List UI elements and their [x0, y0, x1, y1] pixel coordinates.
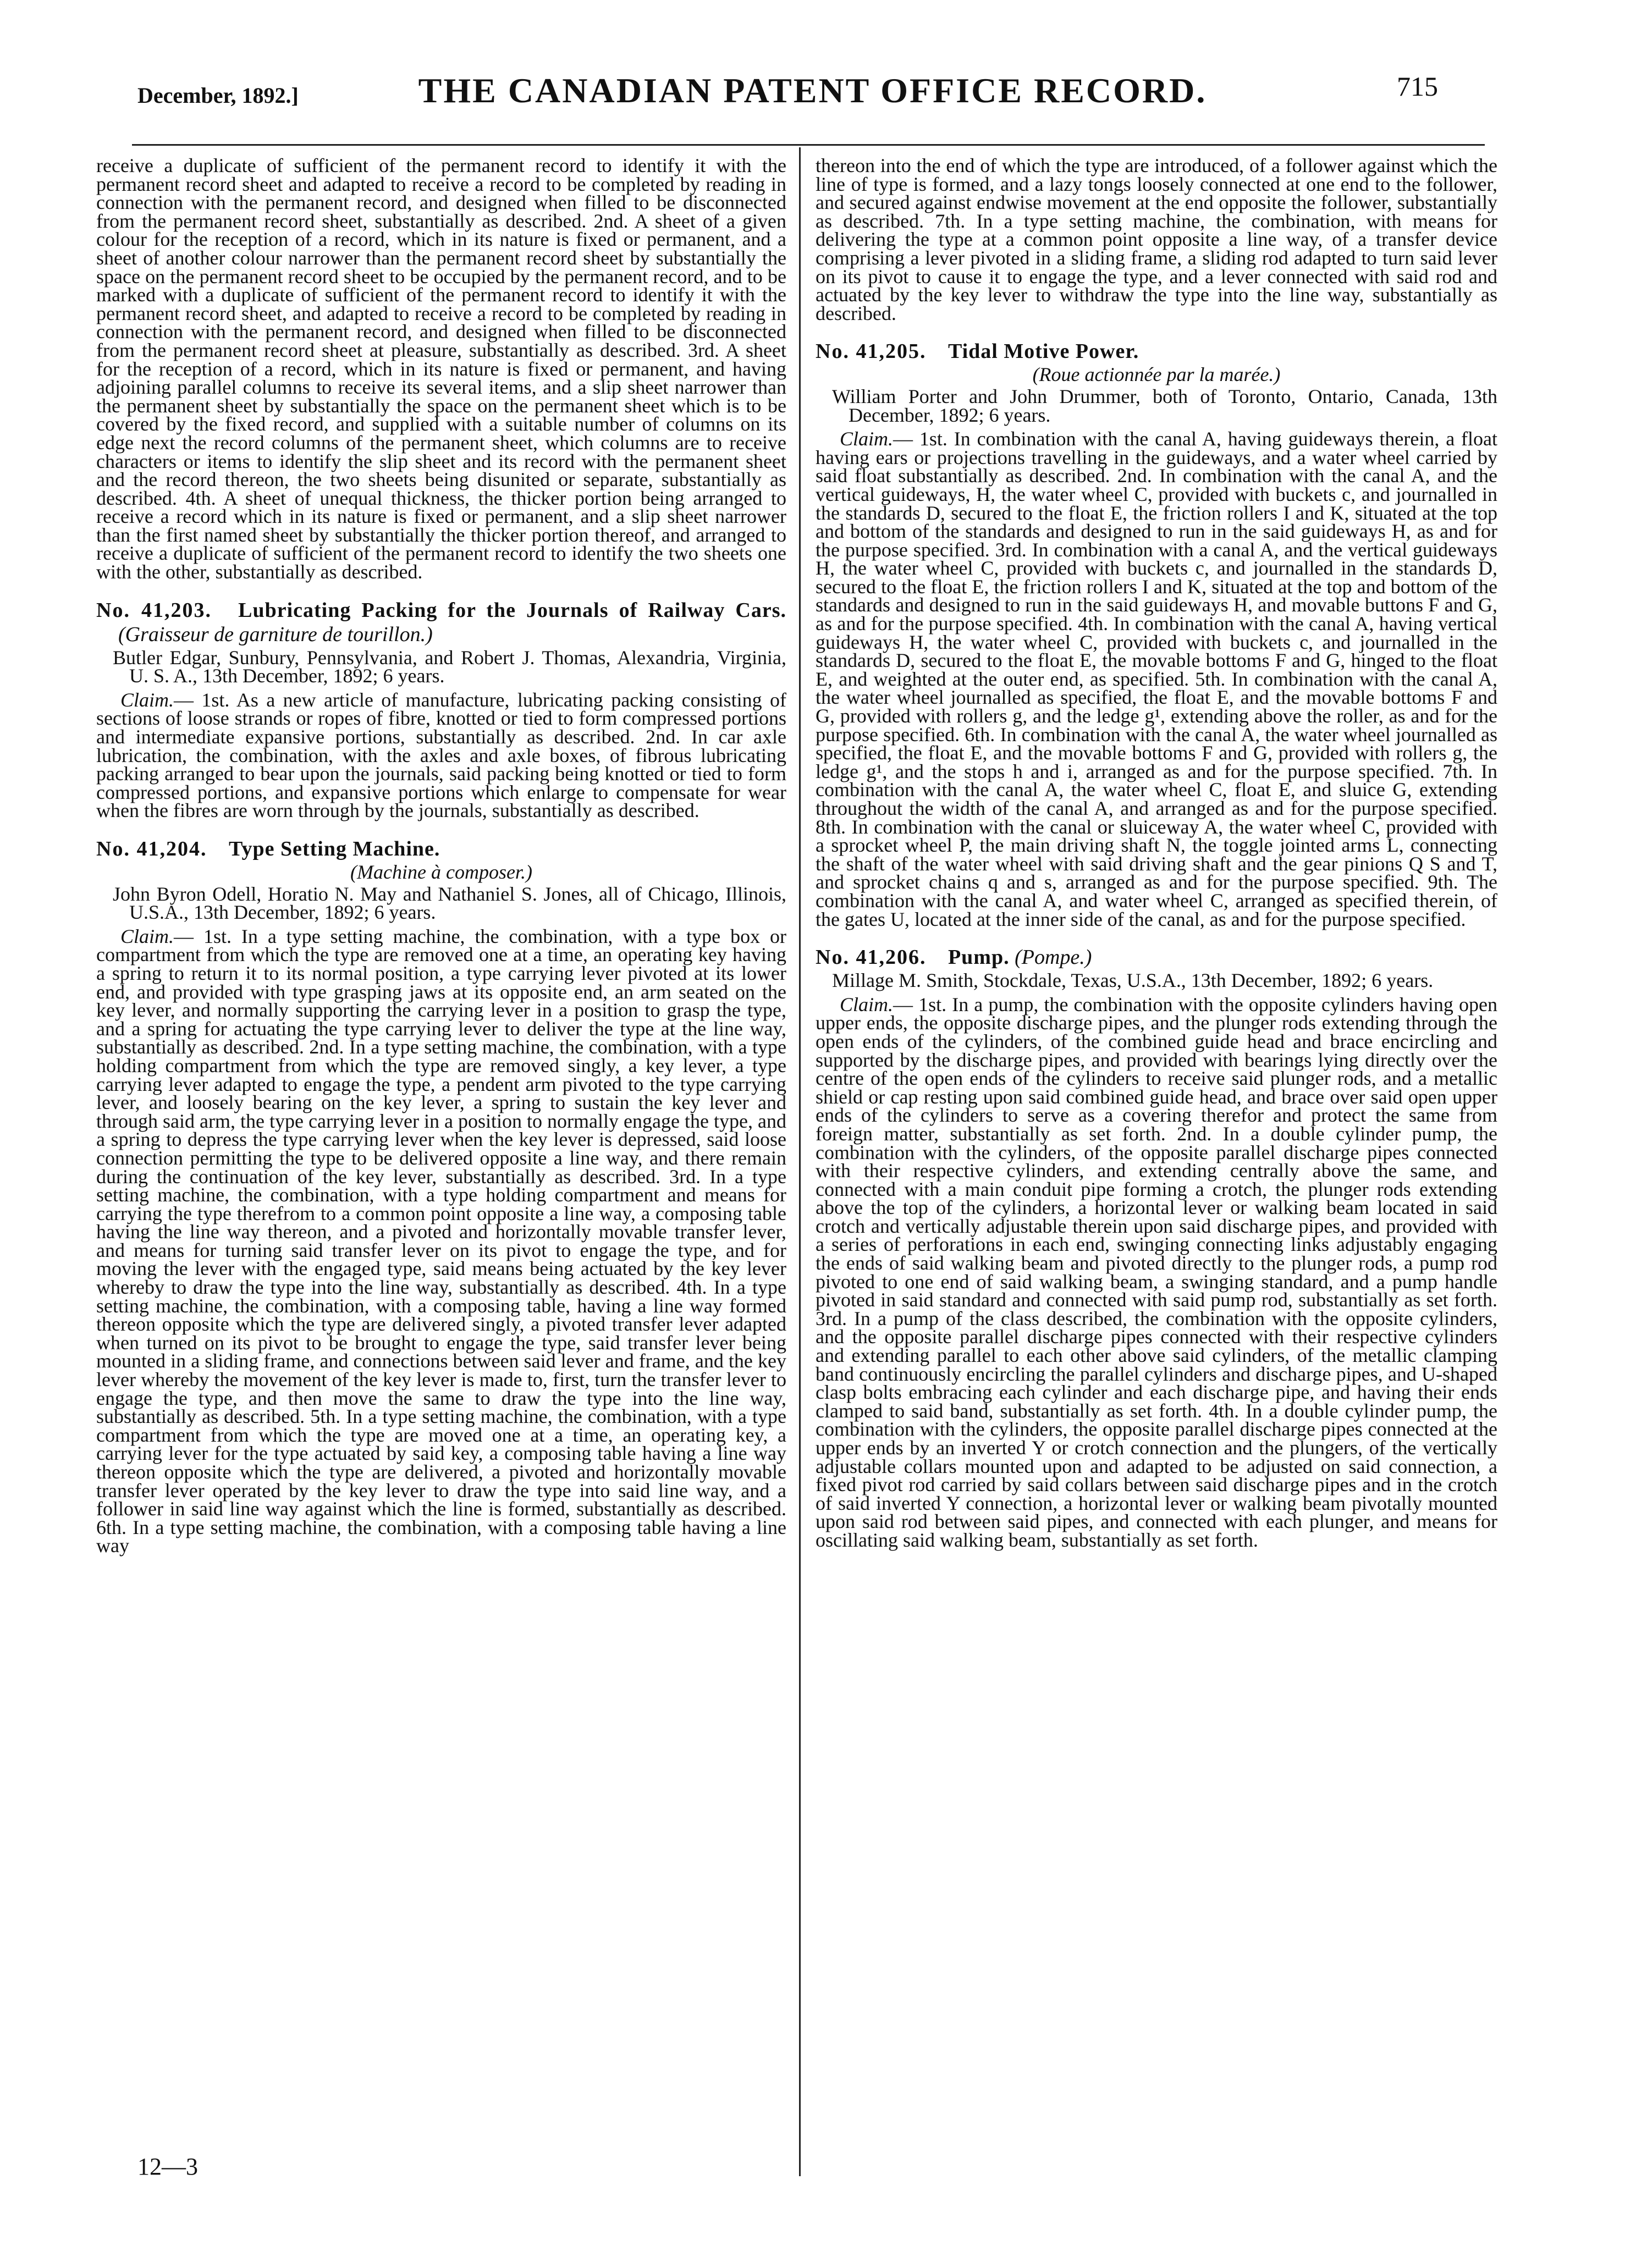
continued-claim-text: thereon into the end of which the type are introduced, of a follower against which the line of type is formed, and a lazy tongs loosely connected at one end to the follower, and secured against endwise movement at the end opposite the follower, substantially as described. 7th. In a type setting machine, the combination, with means for delivering the type at a common point opposite a line way, of a transfer device comprising a lever pivoted in a sliding frame, a sliding rod adapted to turn said lever on its pivot to cause it to engage the type, and a lever connected with said rod and actuated by the key lever to withdraw the type into the line way, substantially as described. [816, 154, 1497, 324]
patent-entry-41204 [96, 837, 786, 1555]
claim-label: Claim. [840, 993, 894, 1016]
claim-label: Claim. [120, 688, 174, 711]
claims-paragraph [96, 688, 786, 822]
entry-heading [816, 339, 1497, 363]
journal-title: THE CANADIAN PATENT OFFICE RECORD. [418, 71, 1207, 110]
patent-entry-41206 [816, 945, 1497, 1549]
claims-paragraph [96, 925, 786, 1557]
page-header [0, 0, 1625, 143]
patent-title: Pump. [948, 946, 1010, 969]
patent-title-french: (Pompe.) [1015, 946, 1092, 969]
patent-entry-41205 [816, 339, 1497, 929]
patent-number: No. 41,206. [816, 946, 927, 969]
left-column [96, 154, 787, 1558]
entry-heading [96, 598, 786, 647]
claim-text: — 1st. As a new article of manufacture, lubricating packing consisting of sections of loose strands or ropes of fibre, knotted or tied to form compressed portions and intermediate expansive portions, substantially as described. 2nd. In car axle lubrication, the combination, with the axles and axle boxes, of fibrous lubricating packing arranged to bear upon the journals, said packing being knotted or tied to form compressed portions, and expansive portions which enlarge to compensate for wear when the fibres are worn through by the journals, substantially as described. [96, 688, 786, 822]
entry-heading [816, 945, 1497, 969]
claim-text: — 1st. In combination with the canal A, having guideways therein, a float having ears or projections travelling in the guideways, and a water wheel carried by said float substantially as described. 2nd. In combination with the canal A, and the vertical guideways, H, the water wheel C, provided with buckets c, and journalled in the standards D, secured to the float E, the friction rollers I and K, situated at the top and bottom of the standards and designed to run in the said guideways H, as and for the purpose specified. 3rd. In combination with a canal A, and the vertical guideways H, the water wheel C, provided with buckets c, and journalled in the standards D, secured to the float E, the friction rollers I and K, situated at the top and bottom of the standards and designed to run in the said guideways H, and movable buttons F and G, as and for the purpose specified. 4th. In combination with the canal A, having vertical guideways H, the water wheel C, provided with buckets c, and journalled in the standards D, secured to the float E, the movable bottoms F and G, hinged to the float E, and weighted at the outer end, as specified. 5th. In combination with the canal A, the water wheel journalled as specified, the float E, and the movable bottoms F and G, provided with rollers g, and the ledge g¹, extending above the roller, as and for the purpose specified. 6th. In combination with the canal A, the water wheel journalled as specified, the float E, and the movable bottoms F and G, provided with rollers g, the ledge g¹, and the stops h and i, arranged as and for the purpose specified. 7th. In combination with the canal A, the water wheel C, float E, and sluice G, extending throughout the width of the canal A, and arranged as and for the purpose specified. 8th. In combination with the canal or sluiceway A, the water wheel C, provided with a sprocket wheel P, the main driving shaft N, the toggle jointed arms L, connecting the shaft of the water wheel with said driving shaft and the gear pinions Q S and T, and sprocket chains q and s, arranged as and for the purpose specified. 9th. The combination with the canal A, and water wheel C, arranged as specified therein, of the gates U, located at the inner side of the canal, as and for the purpose specified. [816, 428, 1497, 930]
patent-title-french: (Graisseur de garniture de tourillon.) [118, 622, 433, 646]
patent-title-french: (Machine à composer.) [350, 861, 532, 883]
patent-number: No. 41,205. [816, 340, 927, 363]
entry-heading [96, 837, 786, 861]
patent-title: Tidal Motive Power. [948, 340, 1139, 363]
patent-title-french: (Roue actionnée par la marée.) [1032, 363, 1281, 386]
claims-paragraph [816, 993, 1497, 1551]
page-number: 715 [1397, 71, 1438, 102]
patent-title: Type Setting Machine. [228, 837, 440, 860]
continued-claim-text: receive a duplicate of sufficient of the permanent record to identify it with the permanent record sheet and adapted to receive a record to be completed by reading in connection with the permanent record, and designed when filled to be disconnected from the permanent record sheet, substantially as described. 2nd. A sheet of a given colour for the reception of a record, which in its nature is fixed or permanent, and a sheet of another colour narrower than the permanent record sheet by substantially the space on the permanent record sheet to be occupied by the permanent record, and to be marked with a duplicate of sufficient of the permanent record to identify it with the permanent record sheet, and adapted to receive a record to be completed by reading in connection with the permanent record, and designed when filled to be disconnected from the permanent record sheet at pleasure, substantially as described. 3rd. A sheet for the reception of a record, which in its nature is fixed or permanent, and having adjoining parallel columns to receive its several items, and a slip sheet narrower than the permanent sheet by substantially the space on the permanent sheet which is to be covered by the fixed record, and supplied with a suitable number of columns on its edge next the record columns of the permanent sheet, which columns are to receive characters or items to identify the slip sheet and its record with the permanent sheet and the record thereon, the two sheets being disunited or separate, substantially as described. 4th. A sheet of unequal thickness, the thicker portion being arranged to receive a record which in its nature is fixed or permanent, and a slip sheet narrower than the first named sheet by substantially the thicker portion thereof, and arranged to receive a duplicate of sufficient of the permanent record to identify the two sheets one with the other, substantially as described. [96, 154, 786, 583]
patentee-line: Millage M. Smith, Stockdale, Texas, U.S.A., 13th December, 1892; 6 years. [832, 969, 1434, 992]
patent-number: No. 41,203. [96, 598, 212, 622]
patentee-line: John Byron Odell, Horatio N. May and Nathaniel S. Jones, all of Chicago, Illinois, U.S.A., 13th December, 1892; 6 years. [113, 882, 786, 924]
patent-number: No. 41,204. [96, 837, 207, 860]
issue-date: December, 1892.] [137, 83, 299, 108]
claims-paragraph [816, 430, 1497, 929]
signature-mark: 12—3 [137, 2153, 198, 2180]
header-rule [132, 144, 1485, 146]
claim-text: — 1st. In a type setting machine, the combination, with a type box or compartment from which the type are removed one at a time, an operating key having a spring to return it to its normal position, a type carrying lever pivoted at its lower end, and provided with type grasping jaws at its opposite end, an arm seated on the key lever, and normally supporting the carrying lever in a position to grasp the type, and a spring for actuating the type carrying lever to deliver the type at the line way, substantially as described. 2nd. In a type setting machine, the combination, with a type holding compartment from which the type are removed singly, a key lever, a type carrying lever adapted to engage the type, a pendent arm pivoted to the type carrying lever, and loosely bearing on the key lever, a spring to sustain the key lever and through said arm, the type carrying lever in a position to normally engage the type, and a spring to depress the type carrying lever when the key lever is depressed, said loose connection permitting the type to be delivered opposite a line way, and there remain during the continuation of the key lever, substantially as described. 3rd. In a type setting machine, the combination, with a type holding compartment and means for carrying the type therefrom to a common point opposite a line way, a composing table having the line way thereon, and a pivoted and horizontally movable transfer lever, and means for turning said transfer lever on its pivot to engage the type, and for moving the lever with the engaged type, said means being actuated by the key lever whereby to draw the type into the line way, substantially as described. 4th. In a type setting machine, the combination, with a composing table, having a line way formed thereon opposite which the type are delivered singly, a pivoted transfer lever adapted when turned on its pivot to be brought to engage the type, said transfer lever being mounted in a sliding frame, and connections between said lever and frame, and the key lever whereby the movement of the key lever is made to, first, turn the transfer lever to engage the type, and then move the same to draw the type into the line way, substantially as described. 5th. In a type setting machine, the combination, with a type compartment from which the type are moved one at a time, an operating key, a carrying lever for the type actuated by said key, a composing table having a line way thereon opposite which the type are delivered, a pivoted and horizontally movable transfer lever operated by the key lever to draw the type into said line way, and a follower in said line way against which the line is formed, substantially as described. 6th. In a type setting machine, the combination, with a composing table having a line way [96, 925, 786, 1557]
claim-label: Claim. [840, 428, 894, 450]
claim-text: — 1st. In a pump, the combination with the opposite cylinders having open upper ends, the opposite discharge pipes, and the plunger rods extending through the open ends of the cylinders, of the combined guide head and brace encircling and supported by the discharge pipes, and provided with bearings lying directly over the centre of the open ends of the cylinders to receive said plunger rods, and a metallic shield or cap resting upon said combined guide head, and brace over said open upper ends of the cylinders to serve as a covering therefor and protect the same from foreign matter, substantially as set forth. 2nd. In a double cylinder pump, the combination with the cylinders, of the opposite parallel discharge pipes connected with their respective cylinders, and extending centrally above the same, and connected with a main conduit pipe forming a crotch, the plunger rods extending above the top of the cylinders, a horizontal lever or walking beam located in said crotch and vertically adjustable therein upon said discharge pipes, and provided with a series of perforations in each end, swinging connecting links adjustably engaging the ends of said walking beam and pivoted directly to the plunger rods, a pump rod pivoted to one end of said walking beam, a swinging standard, and a pump handle pivoted in said standard and connected with said pump rod, substantially as set forth. 3rd. In a pump of the class described, the combination with the opposite cylinders, and the opposite parallel discharge pipes connected with their respective cylinders and extending parallel to each other above said cylinders, of the metallic clamping band continuously encircling the parallel cylinders and discharge pipes, and U-shaped clasp bolts embracing each cylinder and each discharge pipe, and having their ends clamped to said band, substantially as set forth. 4th. In a double cylinder pump, the combination with the cylinders, the opposite parallel discharge pipes connected at the upper ends by an inverted Y or crotch connection and the plungers, of the vertically adjustable collars mounted upon and adapted to be adjusted on said connection, a fixed pivot rod carried by said collars between said discharge pipes and in the crotch of said inverted Y connection, a horizontal lever or walking beam pivotally mounted upon said rod between said pipes, and connected with each plunger, and means for oscillating said walking beam, substantially as set forth. [816, 993, 1497, 1551]
patent-title: Lubricating Packing for the Journals of Railway Cars. [238, 598, 787, 622]
column-divider [799, 147, 801, 2176]
claim-label: Claim. [120, 925, 174, 947]
patent-entry-41203 [96, 598, 786, 820]
right-column [816, 154, 1497, 1552]
patentee-line: William Porter and John Drummer, both of Toronto, Ontario, Canada, 13th December, 1892; 6 years. [832, 385, 1497, 426]
patentee-line: Butler Edgar, Sunbury, Pennsylvania, and Robert J. Thomas, Alexandria, Virginia, U. S. A., 13th December, 1892; 6 years. [113, 646, 786, 687]
